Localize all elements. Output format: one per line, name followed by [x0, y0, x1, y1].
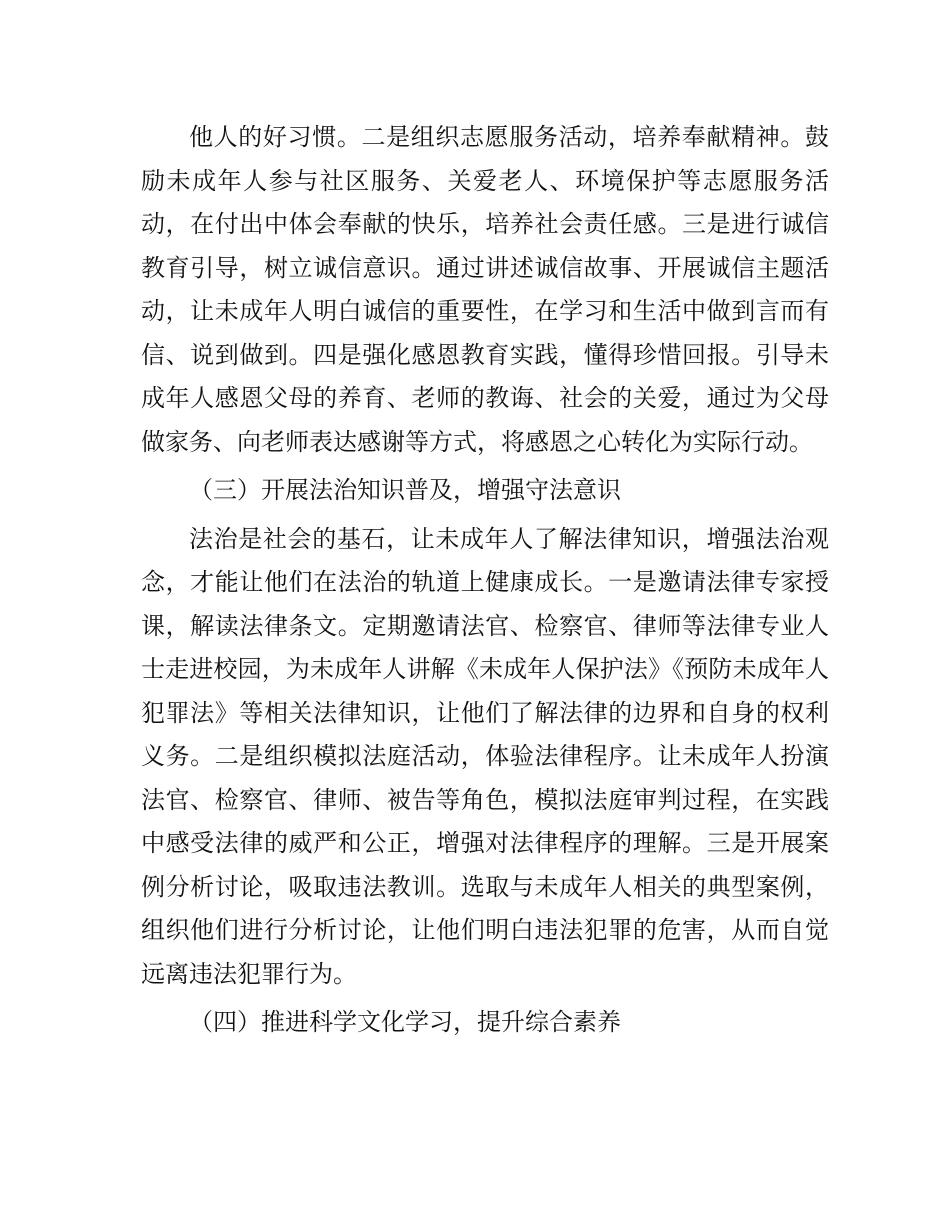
section-heading: （三）开展法治知识普及，增强守法意识 — [189, 476, 621, 504]
body-paragraph: 法治是社会的基石，让未成年人了解法律知识，增强法治观念，才能让他们在法治的轨道上健康成长。一是邀请法律专家授课，解读法律条文。定期邀请法官、检察官、律师等法律专业人士走进校园，为未成年人讲解《未成年人保护法》《预防未成年人犯罪法》等相关法律知识，让他们了解法律的边界和自身的权利义务。二是组织模拟法庭活动，体验法律程序。让未成年人扮演法官、检察官、律师、被告等角色，模拟法庭审判过程，在实践中感受法律的威严和公正，增强对法律程序的理解。三是开展案例分析讨论，吸取违法教训。选取与未成年人相关的典型案例，组织他们进行分析讨论，让他们明白违法犯罪的危害，从而自觉远离违法犯罪行为。 — [141, 524, 829, 988]
section-heading: （四）推进科学文化学习，提升综合素养 — [189, 1008, 621, 1036]
document-page — [141, 116, 829, 1050]
body-paragraph: 他人的好习惯。二是组织志愿服务活动，培养奉献精神。鼓励未成年人参与社区服务、关爱老人、环境保护等志愿服务活动，在付出中体会奉献的快乐，培养社会责任感。三是进行诚信教育引导，树立诚信意识。通过讲述诚信故事、开展诚信主题活动，让未成年人明白诚信的重要性，在学习和生活中做到言而有信、说到做到。四是强化感恩教育实践，懂得珍惜回报。引导未成年人感恩父母的养育、老师的教诲、社会的关爱，通过为父母做家务、向老师表达感谢等方式，将感恩之心转化为实际行动。 — [141, 123, 829, 456]
